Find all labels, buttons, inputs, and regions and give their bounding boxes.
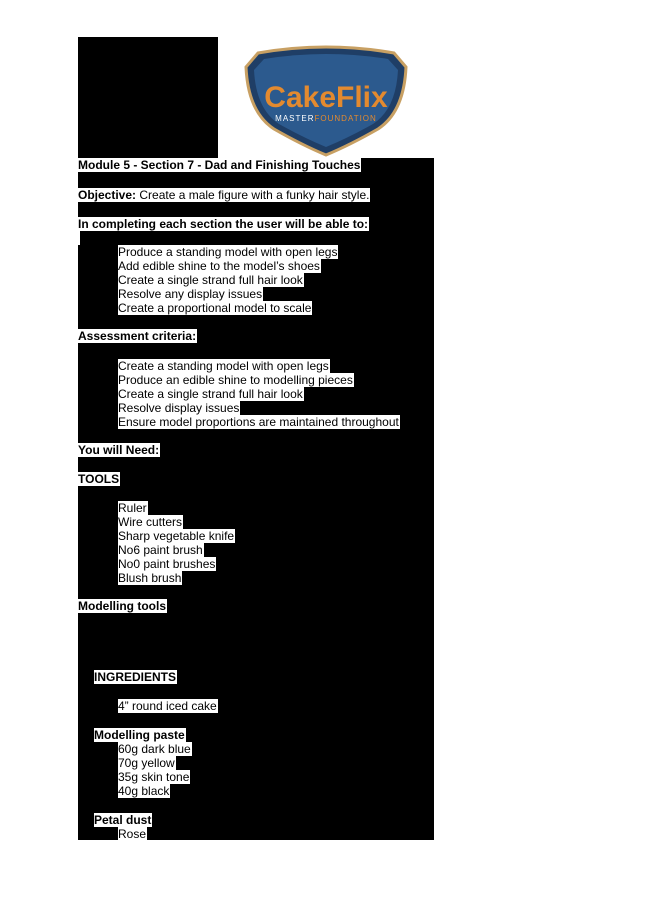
tool-item: No6 paint brush — [118, 543, 203, 557]
logo-brand-text: CakeFlix — [264, 81, 388, 114]
tool-item: Wire cutters — [118, 515, 183, 529]
tool-item: Sharp vegetable knife — [118, 529, 235, 543]
completing-item: Resolve any display issues — [118, 287, 263, 301]
cursor-mark — [78, 231, 80, 245]
paste-item: 60g dark blue — [118, 742, 191, 756]
completing-item: Add edible shine to the model’s shoes — [118, 259, 320, 273]
paste-item: 70g yellow — [118, 756, 175, 770]
assessment-heading: Assessment criteria: — [78, 329, 197, 343]
objective-line — [78, 188, 370, 202]
tool-item: Blush brush — [118, 571, 182, 585]
paste-item: 40g black — [118, 784, 170, 798]
logo-subtitle — [275, 114, 377, 123]
tool-item: Ruler — [118, 501, 147, 515]
paste-item: 35g skin tone — [118, 770, 190, 784]
tool-item: No0 paint brushes — [118, 557, 216, 571]
logo-area — [218, 37, 434, 158]
objective-text: Create a male figure with a funky hair style. — [136, 188, 370, 202]
completing-heading: In completing each section the user will be able to: — [78, 217, 369, 231]
completing-item: Create a proportional model to scale — [118, 301, 312, 315]
ingredient-cake: 4” round iced cake — [118, 699, 217, 713]
assessment-item: Create a standing model with open legs — [118, 359, 329, 373]
document-page — [78, 37, 434, 840]
dust-item: Rose — [118, 827, 147, 841]
assessment-item: Ensure model proportions are maintained throughout — [118, 415, 399, 429]
completing-item: Create a single strand full hair look — [118, 273, 303, 287]
objective-label: Objective: — [78, 188, 137, 202]
cakeflix-logo — [218, 37, 434, 158]
paste-heading: Modelling paste — [94, 728, 185, 742]
modelling-tools-heading: Modelling tools — [78, 599, 166, 613]
module-heading: Module 5 - Section 7 - Dad and Finishing Touches — [78, 158, 361, 172]
ingredients-heading: INGREDIENTS — [94, 670, 177, 684]
completing-item: Produce a standing model with open legs — [118, 245, 338, 259]
logo-sub-foundation: FOUNDATION — [314, 114, 377, 123]
assessment-item: Produce an edible shine to modelling pieces — [118, 373, 353, 387]
dust-heading: Petal dust — [94, 813, 152, 827]
logo-sub-master: MASTER — [275, 114, 315, 123]
need-heading: You will Need: — [78, 443, 160, 457]
assessment-item: Create a single strand full hair look — [118, 387, 303, 401]
assessment-item: Resolve display issues — [118, 401, 240, 415]
tools-heading: TOOLS — [78, 472, 120, 486]
